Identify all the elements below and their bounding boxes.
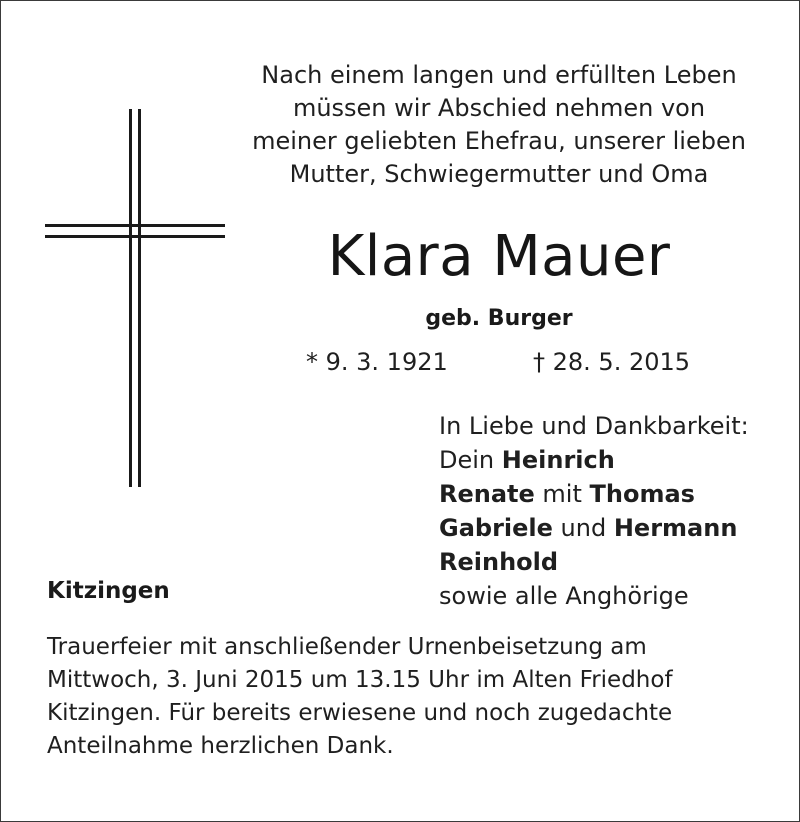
mourners-block (439, 409, 749, 613)
intro-line: müssen wir Abschied nehmen von (292, 94, 706, 122)
cross-horizontal-line-top (45, 224, 225, 227)
deceased-name: Klara Mauer (327, 224, 671, 289)
funeral-notice (47, 631, 767, 763)
mourner-name: Reinhold (439, 548, 559, 576)
mourner-name: Heinrich (501, 446, 615, 474)
birth-date: * 9. 3. 1921 (306, 348, 448, 376)
mourner-line (439, 443, 749, 477)
notice-line: Trauerfeier mit anschließender Urnenbeisetzung am (47, 634, 647, 660)
mourner-conjunction: und (552, 514, 614, 542)
mourners-closing: sowie alle Anghörige (439, 582, 689, 610)
intro-text (237, 59, 761, 191)
place-name: Kitzingen (47, 578, 170, 604)
mourner-line (439, 545, 749, 579)
death-date: † 28. 5. 2015 (533, 348, 691, 376)
notice-line: Anteilnahme herzlichen Dank. (47, 733, 394, 759)
intro-line: Nach einem langen und erfüllten Leben (261, 61, 737, 89)
mourners-heading: In Liebe und Dankbarkeit: (439, 412, 749, 440)
mourner-line (439, 511, 749, 545)
notice-line: Kitzingen. Für bereits erwiesene und noch zugedachte (47, 700, 673, 726)
maiden-name: geb. Burger (425, 306, 573, 331)
mourner-name: Renate (439, 480, 535, 508)
intro-line: meiner geliebten Ehefrau, unserer lieben (252, 127, 746, 155)
notice-line: Mittwoch, 3. Juni 2015 um 13.15 Uhr im Alten Friedhof (47, 667, 673, 693)
mourner-name: Hermann (613, 514, 738, 542)
mourner-name: Thomas (589, 480, 695, 508)
mourner-prefix: Dein (439, 446, 502, 474)
cross-horizontal-line-bottom (45, 235, 225, 238)
mourner-line (439, 477, 749, 511)
intro-line: Mutter, Schwiegermutter und Oma (289, 160, 709, 188)
cross-vertical-line-left (129, 109, 132, 487)
mourner-conjunction: mit (534, 480, 590, 508)
mourner-name: Gabriele (439, 514, 553, 542)
cross-icon (45, 109, 225, 487)
cross-vertical-line-right (138, 109, 141, 487)
